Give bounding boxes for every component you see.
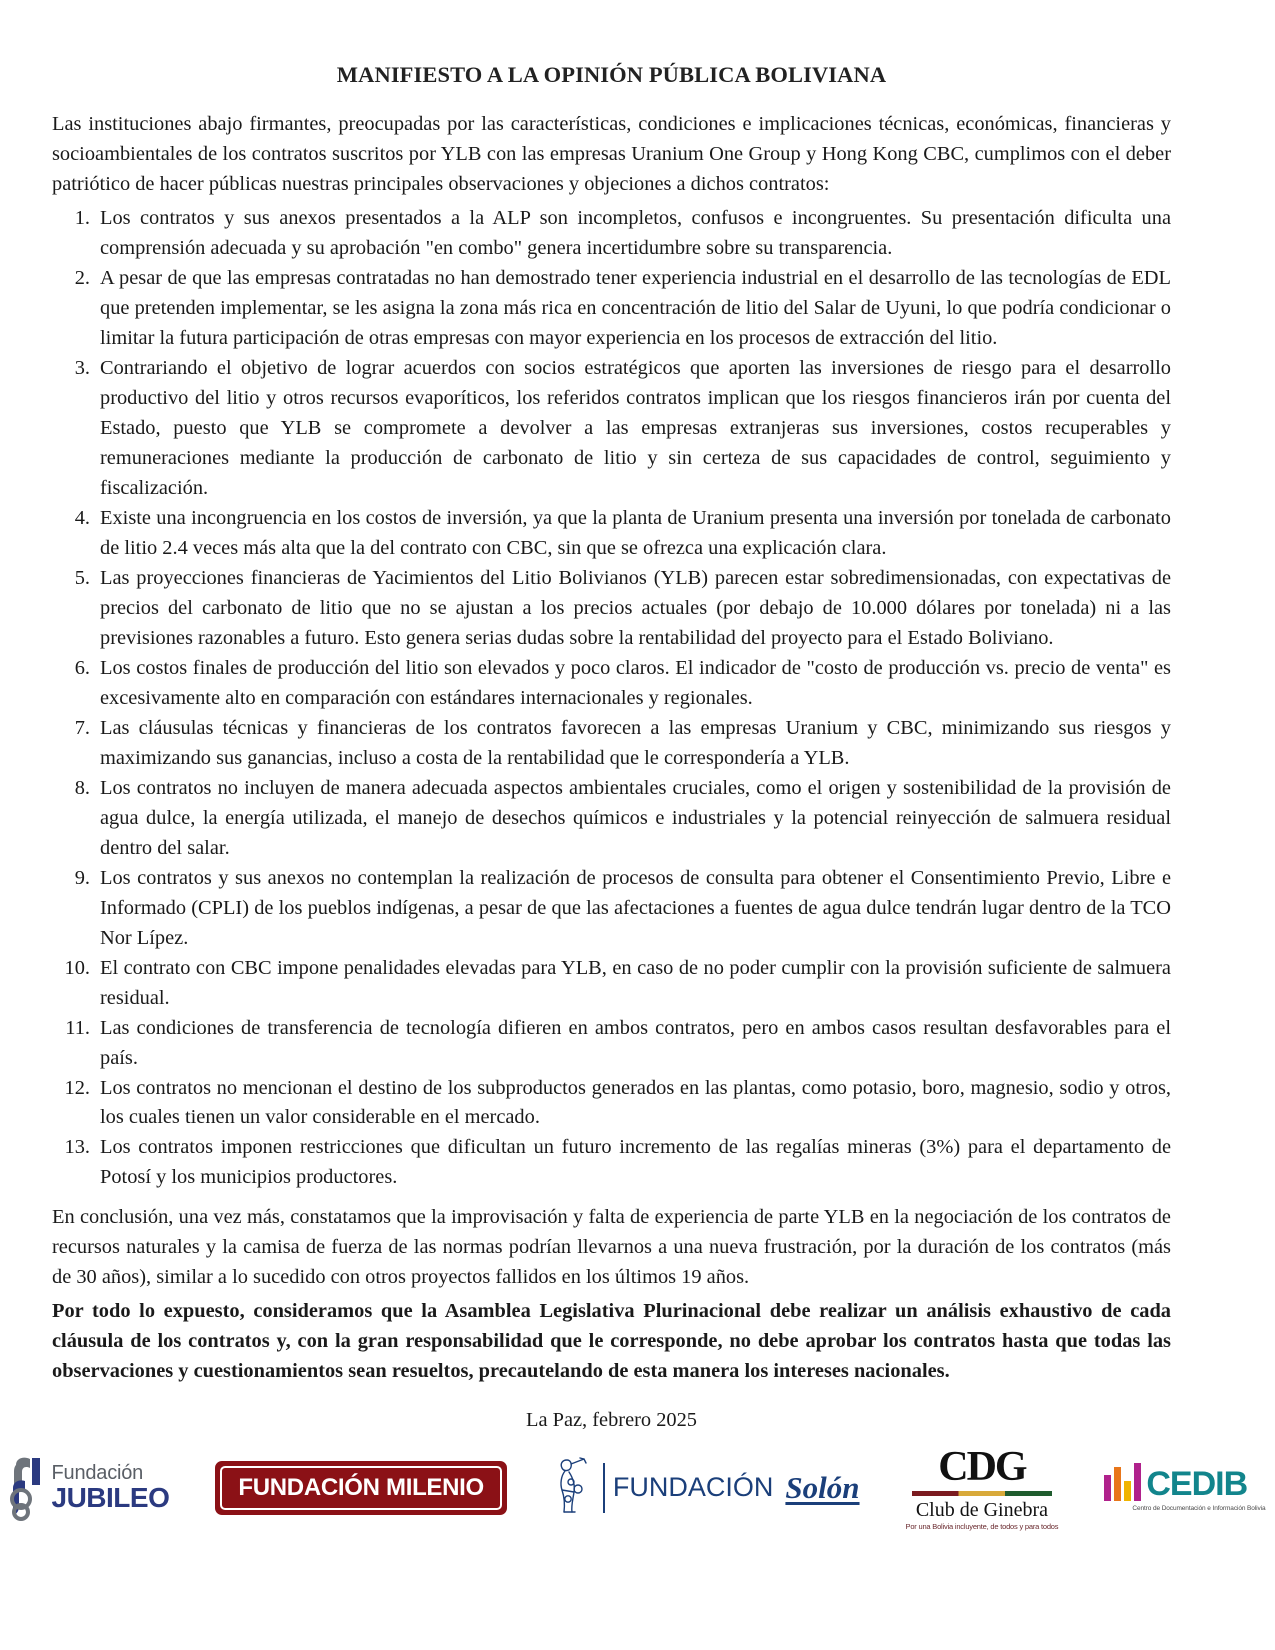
call-to-action-paragraph: Por todo lo expuesto, consideramos que la Asamblea Legislativa Plurinacional debe realizar un análisis exhaustivo de cada cláusula de los contratos y, con la gran responsabilidad que le corresponde, no debe aprobar los contratos hasta que todas las observaciones y cuestionamientos sean resueltos, precautelando de esta manera los intereses nacionales. xyxy=(52,1300,1171,1383)
logo-fundacion-milenio xyxy=(215,1461,507,1515)
signatory-logos xyxy=(0,1443,1275,1531)
intro-paragraph: Las instituciones abajo firmantes, preocupadas por las características, condiciones e implicaciones técnicas, económicas, financieras y socioambientales de los contratos suscritos por YLB con las empresas Uranium One Group y Hong Kong CBC, cumplimos con el deber patriótico de hacer públicas nuestras principales observaciones y objeciones a dichos contratos: xyxy=(52,113,1171,195)
list-item: Las proyecciones financieras de Yacimientos del Litio Bolivianos (YLB) parecen estar sobredimensionadas, con expectativas de precios del carbonato de litio que no se ajustan a los precios actuales (por debajo de 10.000 dólares por tonelada) ni a las previsiones razonables a futuro. Esto genera serias dudas sobre la rentabilidad del proyecto para el Estado Boliviano. xyxy=(100,566,1171,649)
list-item: Las cláusulas técnicas y financieras de los contratos favorecen a las empresas Uranium y CBC, minimizando sus riesgos y maximizando sus ganancias, incluso a costa de la rentabilidad que le correspondería a YLB. xyxy=(100,716,1171,769)
claims-list xyxy=(52,204,1171,1193)
cedib-wordmark: CEDIB xyxy=(1146,1465,1248,1503)
jubileo-line2: JUBILEO xyxy=(51,1482,170,1514)
solon-figure-icon xyxy=(553,1454,595,1521)
cdg-name: Club de Ginebra xyxy=(915,1498,1049,1521)
logo-club-de-ginebra xyxy=(905,1443,1059,1531)
list-item: Los costos finales de producción del litio son elevados y poco claros. El indicador de "costo de producción vs. precio de venta" es excesivamente alto en comparación con estándares internacionales y regionales. xyxy=(100,656,1171,709)
cedib-tagline: Centro de Documentación e Información Bolivia xyxy=(1132,1505,1266,1512)
cdg-tricolor-rule xyxy=(912,1491,1052,1496)
list-item: El contrato con CBC impone penalidades elevadas para YLB, en caso de no poder cumplir con la provisión suficiente de salmuera residual. xyxy=(100,956,1171,1009)
milenio-frame xyxy=(220,1466,502,1510)
jubileo-wordmark xyxy=(52,1463,170,1512)
cedib-bars-icon xyxy=(1104,1463,1141,1501)
cdg-monogram: CDG xyxy=(938,1443,1026,1490)
jubileo-mark-icon xyxy=(10,1455,50,1521)
solon-wordmark: FUNDACIÓN xyxy=(612,1472,774,1503)
list-item: Los contratos no incluyen de manera adecuada aspectos ambientales cruciales, como el origen y sostenibilidad de la provisión de agua dulce, la energía utilizada, el manejo de desechos químicos e industriales y la potencial reinyección de salmuera residual dentro del salar. xyxy=(100,776,1171,859)
place-and-date: La Paz, febrero 2025 xyxy=(526,1409,697,1432)
page-title: MANIFIESTO A LA OPINIÓN PÚBLICA BOLIVIANA xyxy=(336,62,887,87)
list-item: Las condiciones de transferencia de tecnología difieren en ambos contratos, pero en ambos casos resultan desfavorables para el país. xyxy=(100,1016,1171,1069)
list-item: Los contratos imponen restricciones que dificultan un futuro incremento de las regalías mineras (3%) para el departamento de Potosí y los municipios productores. xyxy=(100,1136,1171,1189)
solon-script-mark: Solón xyxy=(785,1469,860,1505)
list-item: Contrariando el objetivo de lograr acuerdos con socios estratégicos que aporten las inversiones de riesgo para el desarrollo productivo del litio y otros recursos evaporíticos, los referidos contratos implican que los riesgos financieros irán por cuenta del Estado, puesto que YLB se compromete a devolver a las empresas extranjeras sus inversiones, costos recuperables y remuneraciones mediante la producción de carbonato de litio y sin certeza de sus capacidades de control, seguimiento y fiscalización. xyxy=(100,356,1171,499)
jubileo-line1: Fundación xyxy=(51,1462,144,1485)
list-item: Los contratos no mencionan el destino de los subproductos generados en las plantas, como potasio, boro, magnesio, sodio y otros, los cuales tienen un valor considerable en el mercado. xyxy=(100,1076,1171,1129)
list-item: Existe una incongruencia en los costos de inversión, ya que la planta de Uranium presenta una inversión por tonelada de carbonato de litio 2.4 veces más alta que la del contrato con CBC, sin que se ofrezca una explicación clara. xyxy=(100,506,1171,559)
logo-fundacion-jubileo xyxy=(10,1455,170,1521)
list-item: Los contratos y sus anexos presentados a la ALP son incompletos, confusos e incongruentes. Su presentación dificulta una comprensión adecuada y su aprobación "en combo" genera incertidumbre sobre su transparencia. xyxy=(100,206,1171,259)
list-item: A pesar de que las empresas contratadas no han demostrado tener experiencia industrial en el desarrollo de las tecnologías de EDL que pretenden implementar, se les asigna la zona más rica en concentración de litio del Salar de Uyuni, lo que podría condicionar o limitar la futura participación de otras empresas con mayor experiencia en los procesos de extracción del litio. xyxy=(100,266,1171,349)
logo-cedib xyxy=(1104,1463,1265,1513)
solon-divider xyxy=(603,1463,605,1513)
logo-fundacion-solon xyxy=(553,1454,860,1521)
cdg-tagline: Por una Bolivia incluyente, de todos y para todos xyxy=(905,1521,1059,1531)
list-item: Los contratos y sus anexos no contemplan la realización de procesos de consulta para obtener el Consentimiento Previo, Libre e Informado (CPLI) de los pueblos indígenas, a pesar de que las afectaciones a fuentes de agua dulce tendrán lugar dentro de la TCO Nor Lípez. xyxy=(100,866,1171,949)
milenio-wordmark: FUNDACIÓN MILENIO xyxy=(238,1473,484,1501)
conclusion-paragraph: En conclusión, una vez más, constatamos que la improvisación y falta de experiencia de parte YLB en la negociación de los contratos de recursos naturales y la camisa de fuerza de las normas podrían llevarnos a una nueva frustración, por la duración de los contratos (más de 30 años), similar a lo sucedido con otros proyectos fallidos en los últimos 19 años. xyxy=(52,1206,1171,1289)
cedib-lockup xyxy=(1104,1463,1247,1501)
